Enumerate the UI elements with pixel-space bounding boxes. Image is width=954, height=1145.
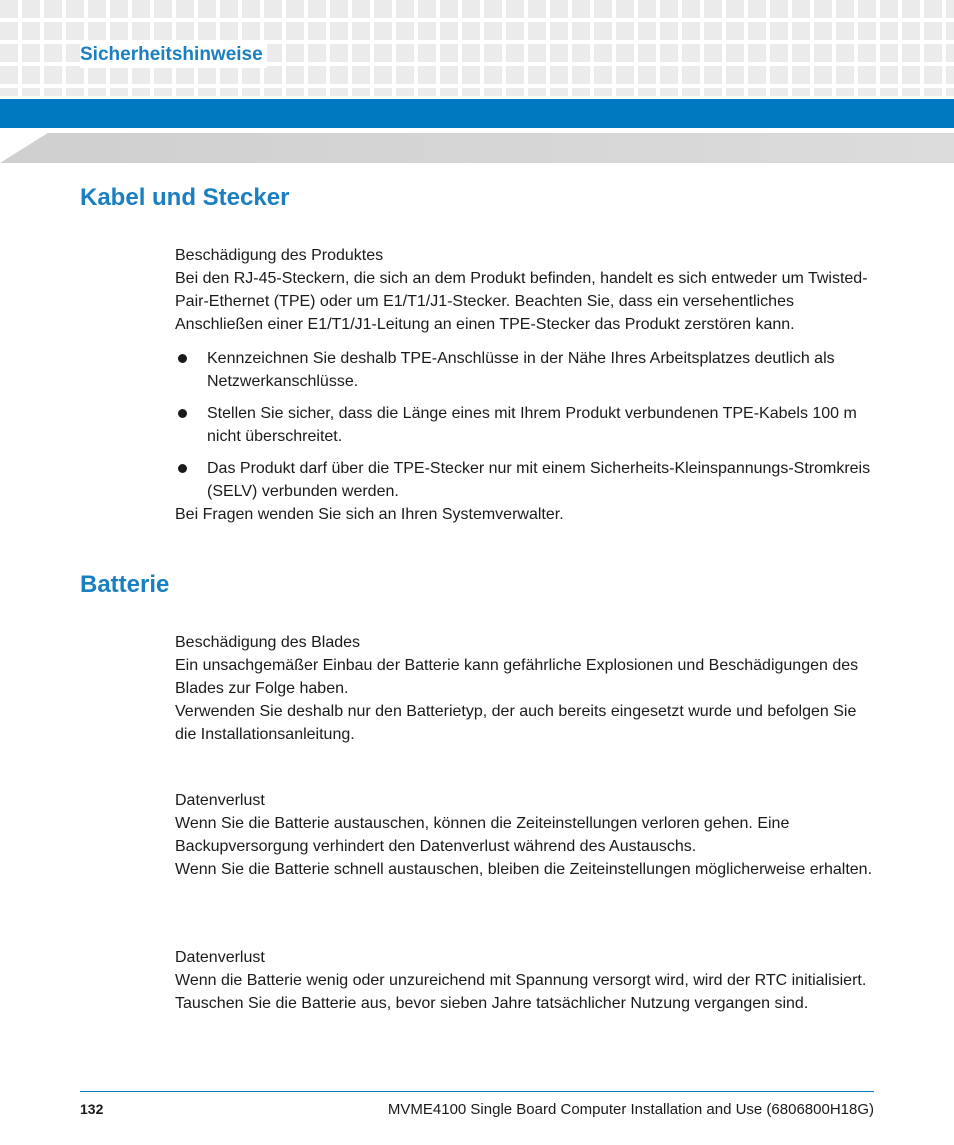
heading-batterie: Batterie: [80, 571, 170, 598]
notice-title: Datenverlust: [175, 949, 265, 966]
batterie-notice-3: [175, 946, 875, 1015]
list-item: [175, 347, 875, 393]
header-blue-band: [0, 99, 954, 128]
notice-text: Wenn die Batterie wenig oder unzureichend mit Spannung versorgt wird, wird der RTC initialisiert.: [175, 972, 867, 989]
notice-title: Datenverlust: [175, 792, 265, 809]
notice-text: Wenn Sie die Batterie austauschen, können die Zeiteinstellungen verloren gehen. Eine Backupversorgung verhindert den Datenverlust während des Austauschs.: [175, 815, 790, 855]
list-item-text: Das Produkt darf über die TPE-Stecker nur mit einem Sicherheits-Kleinspannungs-Stromkreis (SELV) verbunden werden.: [207, 460, 871, 500]
bullet-icon: [178, 464, 187, 473]
notice-text: Wenn Sie die Batterie schnell austauschen, bleiben die Zeiteinstellungen möglicherweise erhalten.: [175, 861, 873, 878]
document-title: MVME4100 Single Board Computer Installation and Use (6806800H18G): [387, 1101, 874, 1118]
page-number: 132: [80, 1101, 104, 1117]
bullet-icon: [178, 354, 187, 363]
section-label: Sicherheitshinweise: [80, 42, 267, 68]
notice-text: Ein unsachgemäßer Einbau der Batterie kann gefährliche Explosionen und Beschädigungen des Blades zur Folge haben.: [175, 657, 859, 697]
list-item-text: Kennzeichnen Sie deshalb TPE-Anschlüsse in der Nähe Ihres Arbeitsplatzes deutlich als Netzwerkanschlüsse.: [207, 350, 835, 390]
footer-rule: [80, 1091, 874, 1092]
list-item: [175, 402, 875, 448]
list-item-text: Stellen Sie sicher, dass die Länge eines mit Ihrem Produkt verbundenen TPE-Kabels 100 m nicht überschreitet.: [207, 405, 857, 445]
batterie-notice-1: [175, 631, 875, 746]
notice-title: Beschädigung des Produktes: [175, 247, 384, 264]
bullet-icon: [178, 409, 187, 418]
notice-text: Verwenden Sie deshalb nur den Batterietyp, der auch bereits eingesetzt wurde und befolgen Sie die Installationsanleitung.: [175, 703, 857, 743]
closing-text: Bei Fragen wenden Sie sich an Ihren Systemverwalter.: [175, 506, 564, 523]
batterie-notice-2: [175, 789, 875, 881]
list-item: [175, 457, 875, 503]
notice-text: Bei den RJ-45-Steckern, die sich an dem Produkt befinden, handelt es sich entweder um Twisted-Pair-Ethernet (TPE) oder um E1/T1/J1-Stecker. Beachten Sie, dass ein versehentliches Anschließen einer E1/T1/J1-Leitung an einen TPE-Stecker das Produkt zerstören kann.: [175, 270, 868, 333]
notice-text: Tauschen Sie die Batterie aus, bevor sieben Jahre tatsächlicher Nutzung vergangen sind.: [175, 995, 809, 1012]
heading-kabel-und-stecker: Kabel und Stecker: [80, 184, 290, 211]
kabel-notice-block: [175, 244, 875, 526]
header-grey-wedge: [0, 133, 954, 163]
bullet-list: [175, 347, 875, 503]
notice-title: Beschädigung des Blades: [175, 634, 361, 651]
